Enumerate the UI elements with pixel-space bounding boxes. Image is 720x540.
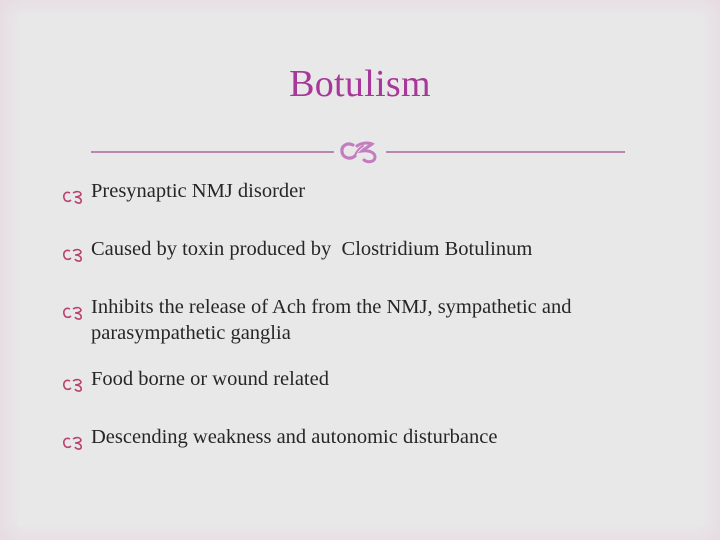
curly-bullet-icon — [62, 243, 86, 257]
curly-bullet-icon — [62, 185, 86, 199]
slide-title: Botulism — [289, 63, 431, 105]
list-item — [62, 424, 682, 450]
bullet-text: Descending weakness and autonomic disturbance — [91, 426, 498, 448]
list-item — [62, 236, 682, 262]
list-item — [62, 366, 682, 392]
curly-bullet-icon — [62, 301, 86, 315]
curly-bullet-icon — [62, 431, 86, 445]
swirl-ornament-icon — [334, 138, 386, 166]
bullet-list — [62, 178, 682, 450]
list-item — [62, 294, 682, 346]
list-item — [62, 178, 682, 204]
bullet-text: Presynaptic NMJ disorder — [91, 180, 306, 202]
bullet-text: Caused by toxin produced by Clostridium Botulinum — [91, 238, 533, 260]
bullet-text: Inhibits the release of Ach from the NMJ, sympathetic and parasympathetic ganglia — [91, 296, 572, 344]
bullet-text: Food borne or wound related — [91, 368, 329, 390]
curly-bullet-icon — [62, 373, 86, 387]
